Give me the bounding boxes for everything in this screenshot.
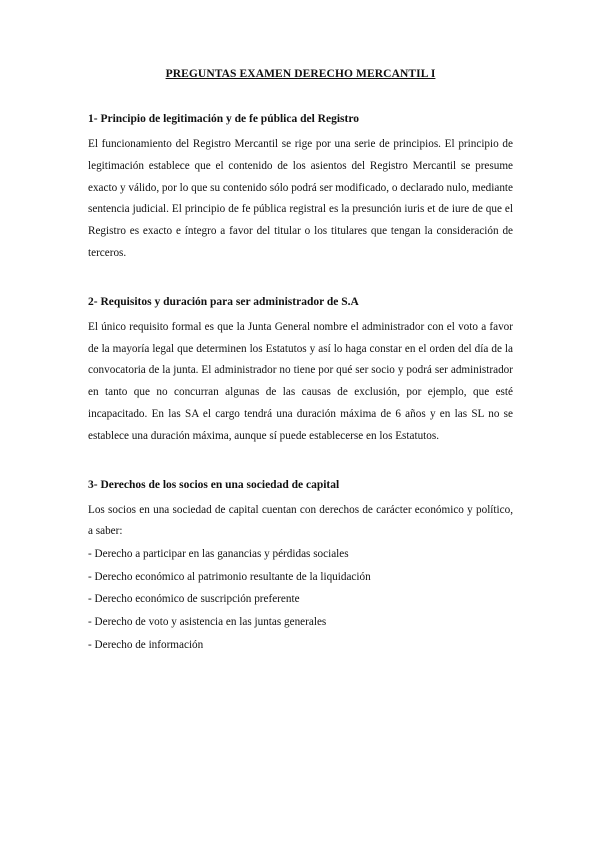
list-item: - Derecho económico al patrimonio resultante de la liquidación (88, 570, 371, 583)
section-heading: 3- Derechos de los socios en una sociedad de capital (88, 478, 340, 491)
rights-list (88, 543, 513, 656)
document-title: PREGUNTAS EXAMEN DERECHO MERCANTIL I (165, 68, 436, 80)
list-item: - Derecho de voto y asistencia en las juntas generales (88, 615, 327, 628)
list-item: - Derecho económico de suscripción preferente (88, 593, 300, 606)
section-administrador (88, 293, 513, 448)
document-page (88, 68, 513, 684)
section-paragraph: El funcionamiento del Registro Mercantil se rige por una serie de principios. El principio de legitimación establece que el contenido de los asientos del Registro Mercantil se presume exacto y válido, por lo que su contenido sólo podrá ser modificado, o declarado nulo, mediante sentencia judicial. El principio de fe pública registral es la presunción iuris et de iure de que el Registro es exacto e íntegro a favor del titular o los titulares que tengan la consideración de terceros. (88, 138, 514, 259)
section-heading: 2- Requisitos y duración para ser administrador de S.A (88, 295, 359, 308)
section-heading: 1- Principio de legitimación y de fe pública del Registro (88, 113, 359, 125)
section-derechos-socios (88, 476, 513, 657)
section-paragraph: El único requisito formal es que la Junta General nombre el administrador con el voto a favor de la mayoría legal que determinen los Estatutos y así lo haga constar en el orden del día de la convocatoria de la junta. El administrador no tiene por qué ser socio y podrá ser administrador en tanto que no concurran algunas de las causas de exclusión, por ejemplo, que esté incapacitado. En las SA el cargo tendrá una duración máxima de 6 años y en las SL no se establece una duración máxima, aunque sí puede establecerse en los Estatutos. (88, 320, 513, 442)
list-item: - Derecho a participar en las ganancias y pérdidas sociales (88, 548, 349, 561)
section-legitimacion (88, 110, 513, 265)
section-paragraph: Los socios en una sociedad de capital cuentan con derechos de carácter económico y político, a saber: (88, 503, 513, 538)
list-item: - Derecho de información (88, 638, 204, 651)
